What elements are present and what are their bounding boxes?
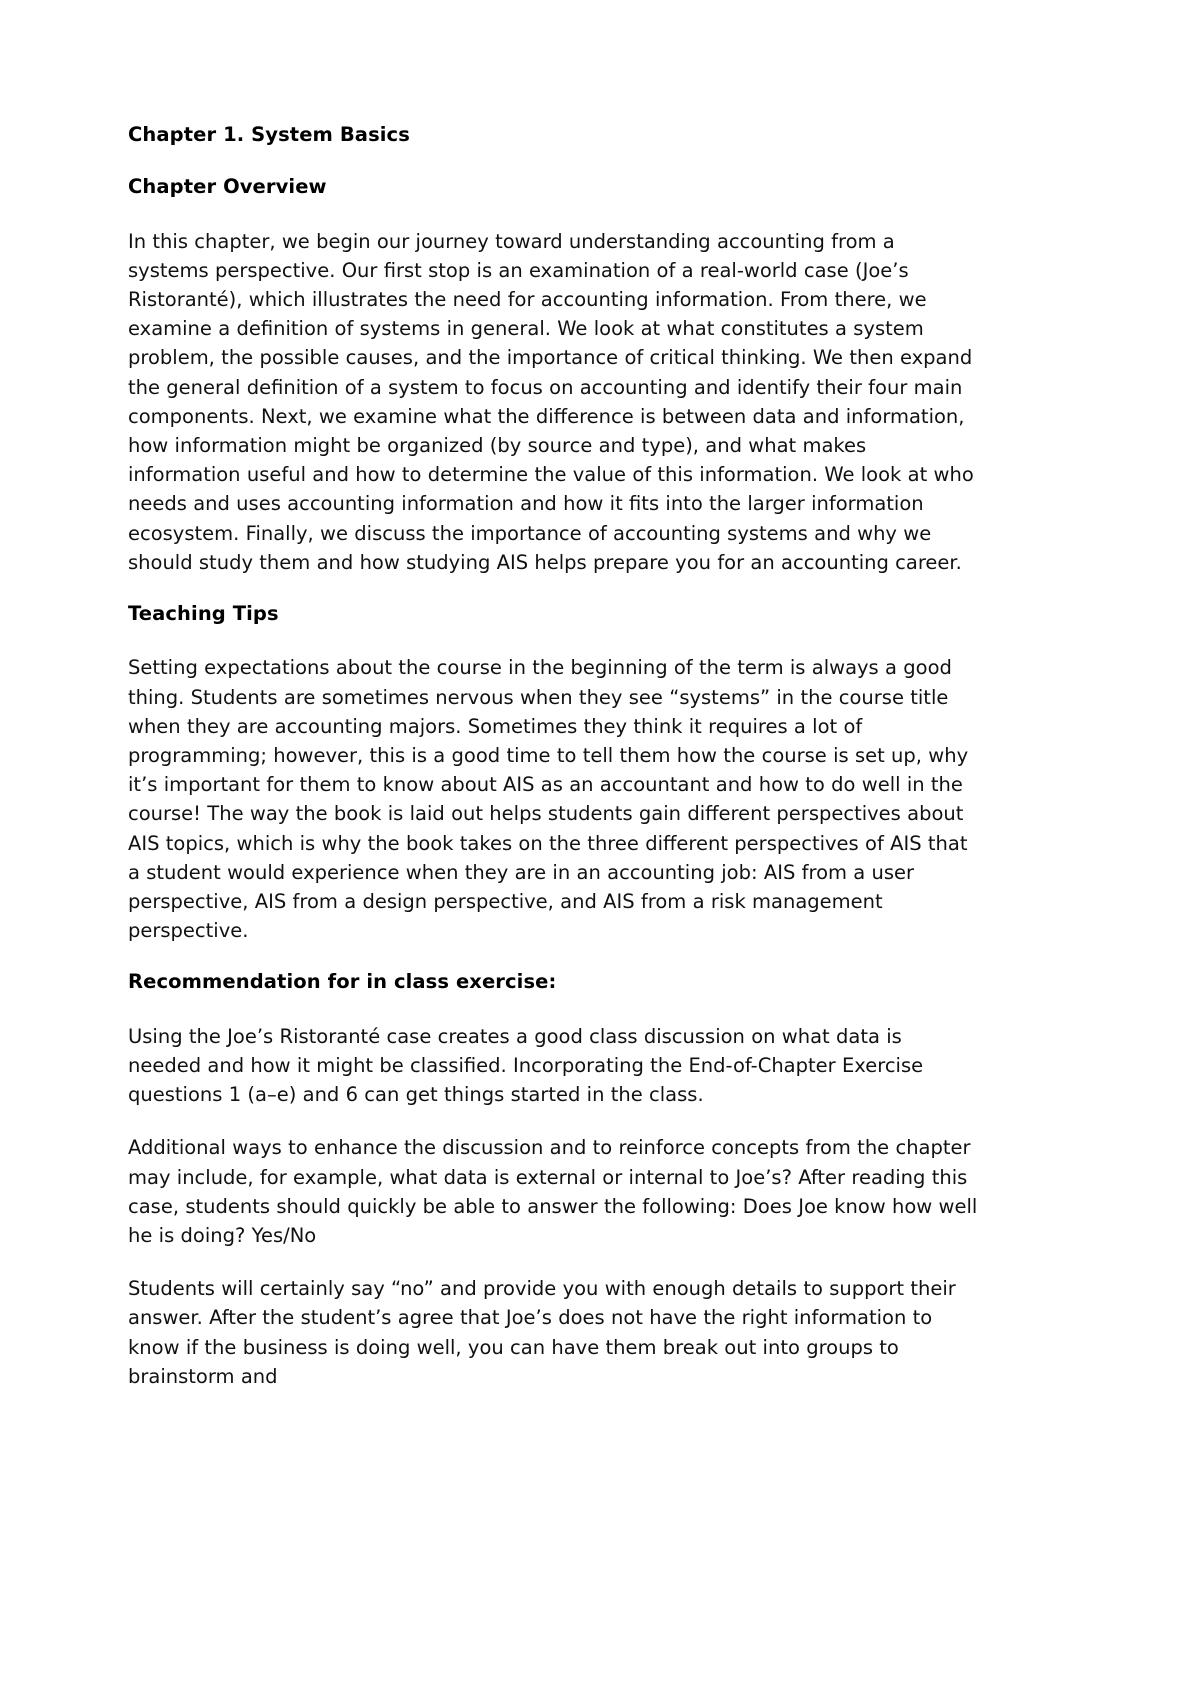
document-title: Chapter 1. System Basics (128, 123, 410, 146)
paragraph-teaching-tips-1: Setting expectations about the course in the beginning of the term is always a good thing. Students are sometimes nervous when they see “systems” in the course title when they are accounting majors. Sometimes they think it requires a lot of programming; however, this is a good time to tell them how the course is set up, why it’s important for them to know about AIS as an accountant and how to do well in the course! The way the book is laid out helps students gain different perspectives about AIS topics, which is why the book takes on the three different perspectives of AIS that a student would experience when they are in an accounting job: AIS from a user perspective, AIS from a design perspective, and AIS from a risk management perspective. (128, 656, 969, 943)
document-content (128, 122, 980, 1391)
section-heading-chapter-overview: Chapter Overview (128, 175, 327, 199)
paragraph-recommendation-1: Using the Joe’s Ristoranté case creates a good class discussion on what data is needed and how it might be classified. Incorporating the End-of-Chapter Exercise questions 1 (a–e) and 6 can get things started in the class. (128, 1024, 924, 1107)
section-heading-recommendation: Recommendation for in class exercise: (128, 970, 557, 994)
paragraph-chapter-overview-1: In this chapter, we begin our journey toward understanding accounting from a systems perspective. Our first stop is an examination of a real-world case (Joe’s Ristoranté), which illustrates the need for accounting information. From there, we examine a definition of systems in general. We look at what constitutes a system problem, the possible causes, and the importance of critical thinking. We then expand the general definition of a system to focus on accounting and identify their four main components. Next, we examine what the difference is between data and information, how information might be organized (by source and type), and what makes information useful and how to determine the value of this information. We look at who needs and uses accounting information and how it fits into the larger information ecosystem. Finally, we discuss the importance of accounting systems and why we should study them and how studying AIS helps prepare you for an accounting career. (128, 229, 974, 574)
paragraph-recommendation-2: Additional ways to enhance the discussion and to reinforce concepts from the chapter may include, for example, what data is external or internal to Joe’s? After reading this case, students should quickly be able to answer the following: Does Joe know how well he is doing? Yes/No (128, 1136, 978, 1247)
paragraph-recommendation-3: Students will certainly say “no” and provide you with enough details to support their answer. After the student’s agree that Joe’s does not have the right information to know if the business is doing well, you can have them break out into groups to brainstorm and (128, 1277, 956, 1388)
section-heading-teaching-tips: Teaching Tips (128, 602, 279, 626)
